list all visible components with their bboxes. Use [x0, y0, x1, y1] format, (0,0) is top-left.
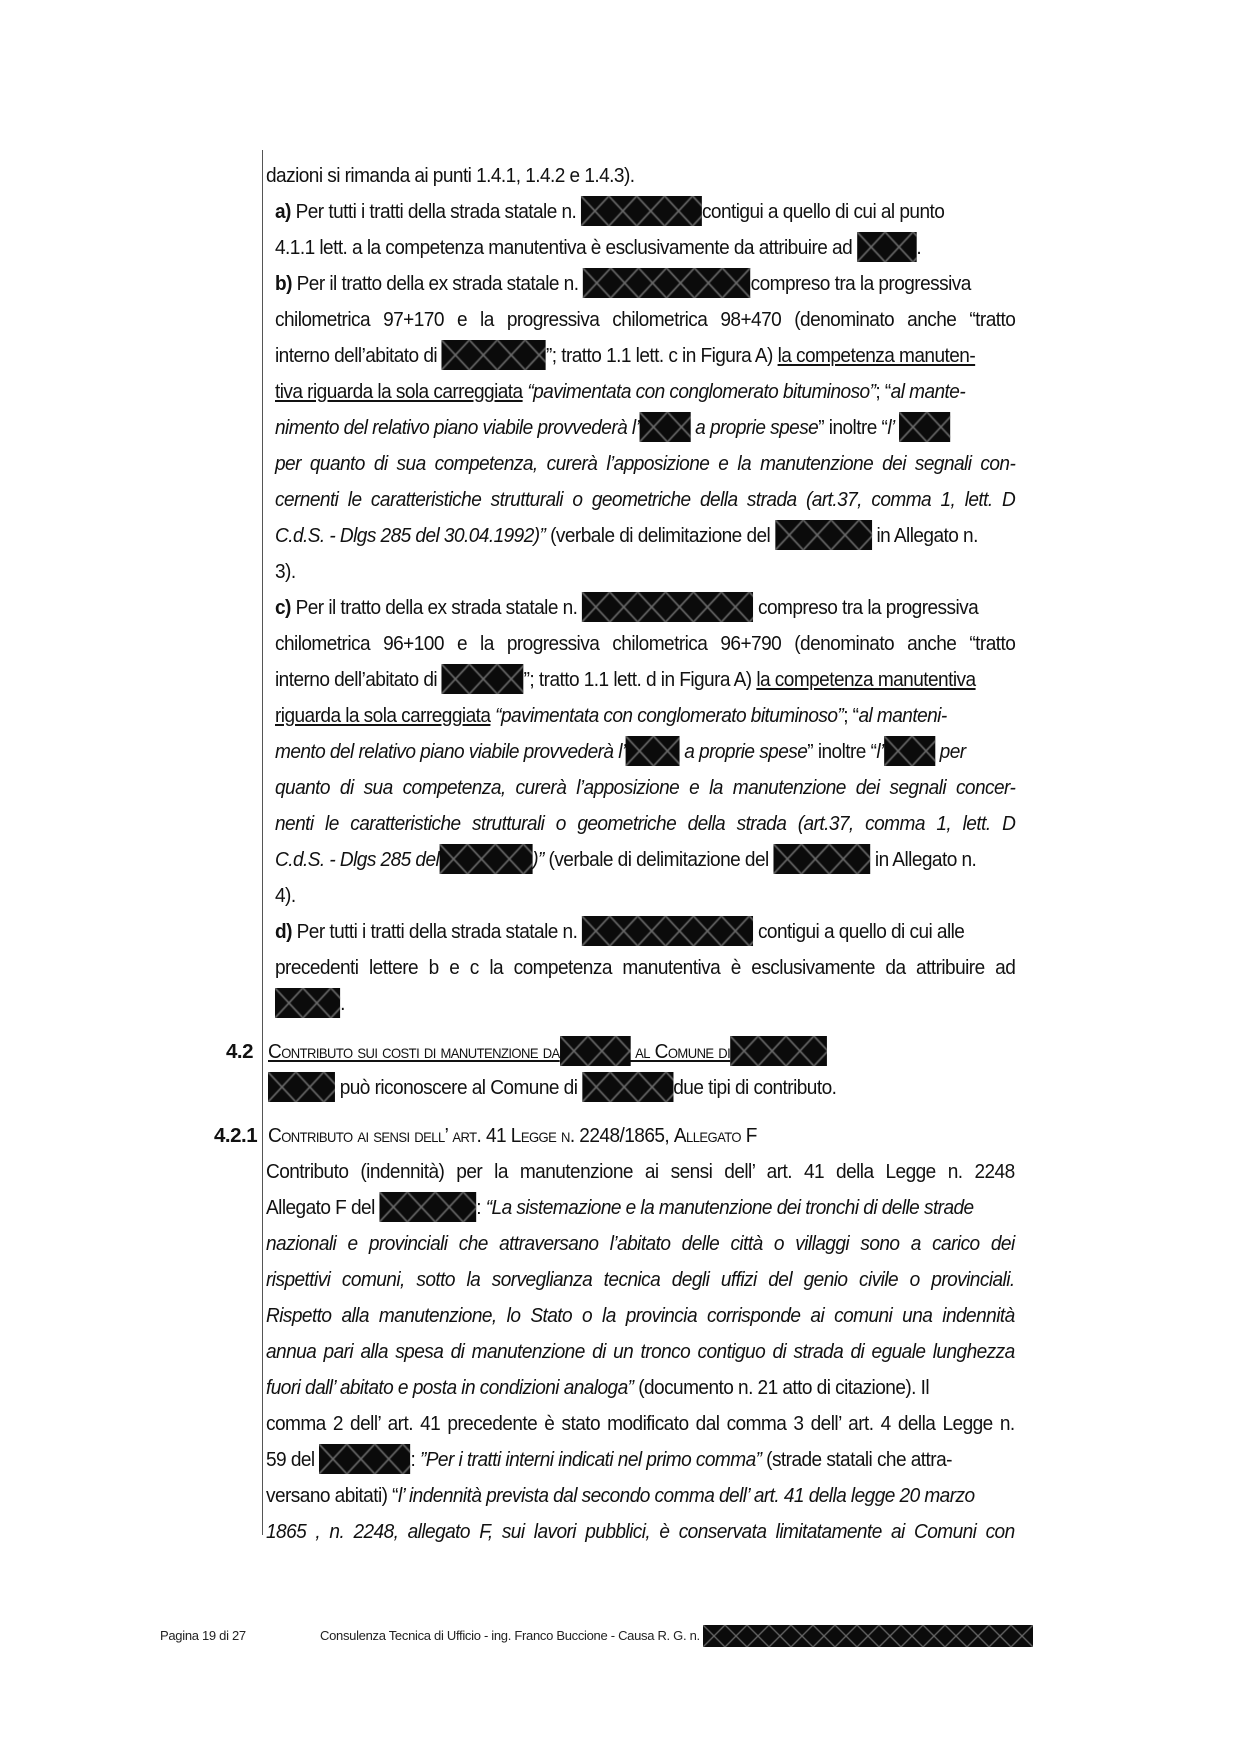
item-b-line: 3). — [275, 560, 296, 583]
redaction-block — [583, 268, 750, 298]
redaction-block — [275, 988, 340, 1018]
item-d-label: d) — [275, 920, 292, 943]
item-b-line: cernenti le caratteristiche strutturali o geometriche della strada (art.37, comma 1, lett. D — [275, 488, 1016, 511]
paragraph-line: annua pari alla spesa di manutenzione di un tronco contiguo di strada di eguale lunghezza — [266, 1340, 1015, 1363]
text-line — [266, 158, 712, 194]
item-b-line: interno dell’abitato di ”; tratto 1.1 lett. c in Figura A) la competenza manuten- — [275, 338, 1019, 374]
item-c-line: c) Per il tratto della ex strada statale n. compreso tra la progressiva — [275, 590, 1019, 626]
redaction-block — [582, 916, 753, 946]
item-c-line: quanto di sua competenza, curerà l’apposizione e la manutenzione dei segnali concer- — [275, 776, 1016, 799]
item-c-line: chilometrica 96+100 e la progressiva chilometrica 96+790 (denominato anche “tratto — [275, 632, 1016, 655]
paragraph-line: Contributo (indennità) per la manutenzione ai sensi dell’ art. 41 della Legge n. 2248 — [266, 1160, 1015, 1183]
section-number: 4.2 — [226, 1040, 253, 1063]
paragraph-line: Rispetto alla manutenzione, lo Stato o la provincia corrisponde ai comuni una indennità — [266, 1304, 1015, 1327]
redaction-block — [703, 1625, 1033, 1647]
section-heading: Contributo ai sensi dell’ art. 41 Legge n. 2248/1865, Allegato F — [268, 1124, 757, 1147]
paragraph-line: fuori dall’ abitato e posta in condizioni analoga” (documento n. 21 atto di citazione). Il — [266, 1376, 930, 1399]
redaction-block — [268, 1072, 335, 1102]
item-b-line: per quanto di sua competenza, curerà l’apposizione e la manutenzione dei segnali con- — [275, 452, 1016, 475]
item-c-label: c) — [275, 596, 291, 619]
section-number: 4.2.1 — [214, 1124, 258, 1147]
section-heading: Contributo sui costi di manutenzione da al Comune di — [268, 1034, 1012, 1070]
redaction-block — [639, 412, 690, 442]
redaction-block — [380, 1192, 477, 1222]
item-a-line: 4.1.1 lett. a la competenza manutentiva è esclusivamente da attribuire ad . — [275, 230, 1019, 266]
redaction-block — [560, 1036, 631, 1066]
redaction-block — [442, 340, 546, 370]
redaction-block — [582, 1072, 673, 1102]
footer-title: Consulenza Tecnica di Ufficio - ing. Franco Buccione - Causa R. G. n. — [320, 1624, 1033, 1648]
paragraph-line: nazionali e provinciali che attraversano l’abitato delle città o villaggi sono a carico dei — [266, 1232, 1015, 1255]
item-b-line: C.d.S. - Dlgs 285 del 30.04.1992)” (verbale di delimitazione del in Allegato n. — [275, 518, 1019, 554]
item-a-label: a) — [275, 200, 291, 223]
item-b-label: b) — [275, 272, 292, 295]
section-text: può riconoscere al Comune di due tipi di contributo. — [268, 1070, 1012, 1106]
item-c-line: nenti le caratteristiche strutturali o geometriche della strada (art.37, comma 1, lett. D — [275, 812, 1016, 835]
redaction-block — [857, 232, 917, 262]
redaction-block — [775, 520, 872, 550]
redaction-block — [773, 844, 870, 874]
item-d-line: d) Per tutti i tratti della strada statale n. contigui a quello di cui alle — [275, 914, 1019, 950]
item-d-line: . — [275, 986, 461, 1022]
paragraph-line: 59 del : ”Per i tratti interni indicati nel primo comma” (strade statali che attra- — [266, 1442, 1019, 1478]
item-c-line: mento del relativo piano viabile provvederà l’ a proprie spese” inoltre “l’ per — [275, 734, 1019, 770]
redaction-block — [884, 736, 935, 766]
item-b-line: b) Per il tratto della ex strada statale n. compreso tra la progressiva — [275, 266, 1019, 302]
redaction-block — [439, 844, 532, 874]
paragraph-line: 1865 , n. 2248, allegato F, sui lavori pubblici, è conservata limitatamente ai Comuni con — [266, 1520, 1015, 1543]
redaction-block — [442, 664, 524, 694]
margin-rule — [262, 150, 263, 1535]
redaction-block — [582, 592, 753, 622]
item-c-line: C.d.S. - Dlgs 285 del )” (verbale di delimitazione del in Allegato n. — [275, 842, 1019, 878]
redaction-block — [319, 1444, 410, 1474]
paragraph-line: rispettivi comuni, sotto la sorveglianza tecnica degli uffizi del genio civile o provinciali. — [266, 1268, 1015, 1291]
footer-page-number: Pagina 19 di 27 — [160, 1628, 246, 1643]
paragraph-line: comma 2 dell’ art. 41 precedente è stato modificato dal comma 3 dell’ art. 4 della Legge n. — [266, 1412, 1015, 1435]
item-b-line: tiva riguarda la sola carreggiata “pavimentata con conglomerato bituminoso”; “al mante- — [275, 380, 966, 403]
redaction-block — [626, 736, 680, 766]
item-c-line: 4). — [275, 884, 296, 907]
redaction-block — [581, 196, 702, 226]
item-c-line: riguarda la sola carreggiata “pavimentata con conglomerato bituminoso”; “al manteni- — [275, 704, 947, 727]
body-text: dazioni si rimanda ai punti 1.4.1, 1.4.2 e 1.4.3). — [266, 164, 635, 187]
redaction-block — [899, 412, 950, 442]
item-d-line: precedenti lettere b e c la competenza manutentiva è esclusivamente da attribuire ad — [275, 956, 1016, 979]
item-a-line: a) Per tutti i tratti della strada statale n. contigui a quello di cui al punto — [275, 194, 1019, 230]
redaction-block — [730, 1036, 827, 1066]
paragraph-line: versano abitati) “l’ indennità prevista dal secondo comma dell’ art. 41 della legge 20 marzo — [266, 1484, 975, 1507]
paragraph-line: Allegato F del : “La sistemazione e la manutenzione dei tronchi di delle strade — [266, 1190, 1019, 1226]
item-c-line: interno dell’abitato di ”; tratto 1.1 lett. d in Figura A) la competenza manutentiva — [275, 662, 1019, 698]
item-b-line: nimento del relativo piano viabile provvederà l’ a proprie spese” inoltre “l’ — [275, 410, 1019, 446]
item-b-line: chilometrica 97+170 e la progressiva chilometrica 98+470 (denominato anche “tratto — [275, 308, 1016, 331]
